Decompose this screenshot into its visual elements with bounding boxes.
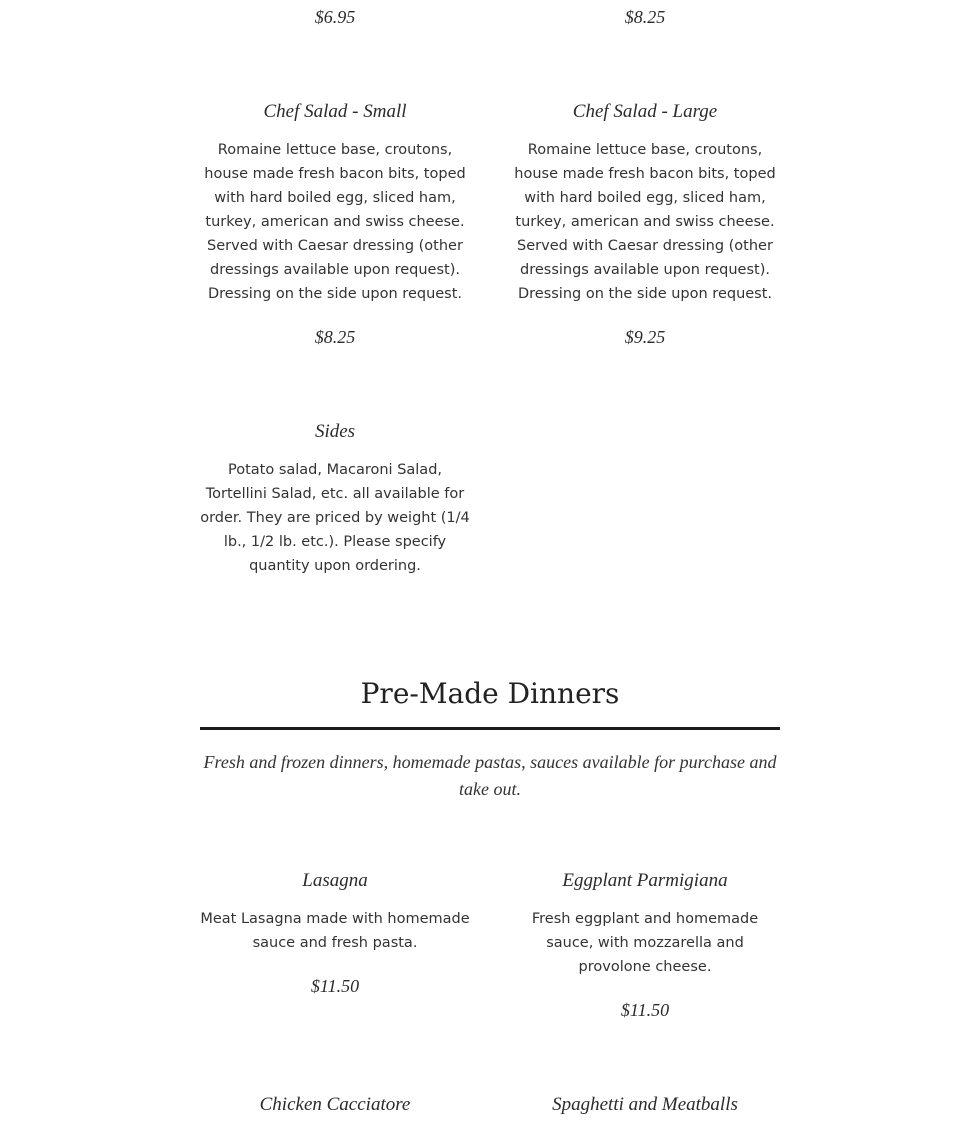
section-divider — [200, 727, 780, 730]
item-price: $6.95 — [314, 7, 356, 27]
section-description: Fresh and frozen dinners, homemade pastas, sauces available for purchase and take out. — [203, 752, 777, 799]
menu-item-title: Lasagna — [302, 870, 368, 891]
menu-item-title: Chef Salad - Small — [263, 101, 407, 122]
section-title: Pre-Made Dinners — [360, 677, 620, 710]
item-price: $8.25 — [314, 327, 356, 347]
menu-item-description: Meat Lasagna made with homemade sauce and fresh pasta. — [200, 911, 470, 951]
menu-item-description: Romaine lettuce base, croutons, house made fresh bacon bits, toped with hard boiled egg, sliced ham, turkey, american and swiss cheese. Served with Caesar dressing (other dressings available upon request). Dressing on the side upon request. — [514, 142, 776, 302]
item-price: $8.25 — [624, 7, 666, 27]
menu-item-description: Potato salad, Macaroni Salad, Tortellini Salad, etc. all available for order. They are priced by weight (1/4 lb., 1/2 lb. etc.). Please specify quantity upon ordering. — [200, 462, 470, 574]
menu-item-description: Fresh eggplant and homemade sauce, with mozzarella and provolone cheese. — [531, 911, 759, 975]
item-price: $11.50 — [310, 976, 360, 996]
item-price: $9.25 — [624, 327, 666, 347]
menu-item-title: Spaghetti and Meatballs — [552, 1094, 738, 1115]
menu-item-description: Romaine lettuce base, croutons, house made fresh bacon bits, toped with hard boiled egg, sliced ham, turkey, american and swiss cheese. Served with Caesar dressing (other dressings available upon request). Dressing on the side upon request. — [204, 142, 466, 302]
menu-item-title: Chicken Cacciatore — [259, 1094, 411, 1115]
menu-item-title: Eggplant Parmigiana — [562, 870, 728, 891]
menu-item-title: Chef Salad - Large — [572, 101, 718, 122]
item-price: $11.50 — [620, 1000, 670, 1020]
menu-item-title: Sides — [314, 421, 356, 442]
